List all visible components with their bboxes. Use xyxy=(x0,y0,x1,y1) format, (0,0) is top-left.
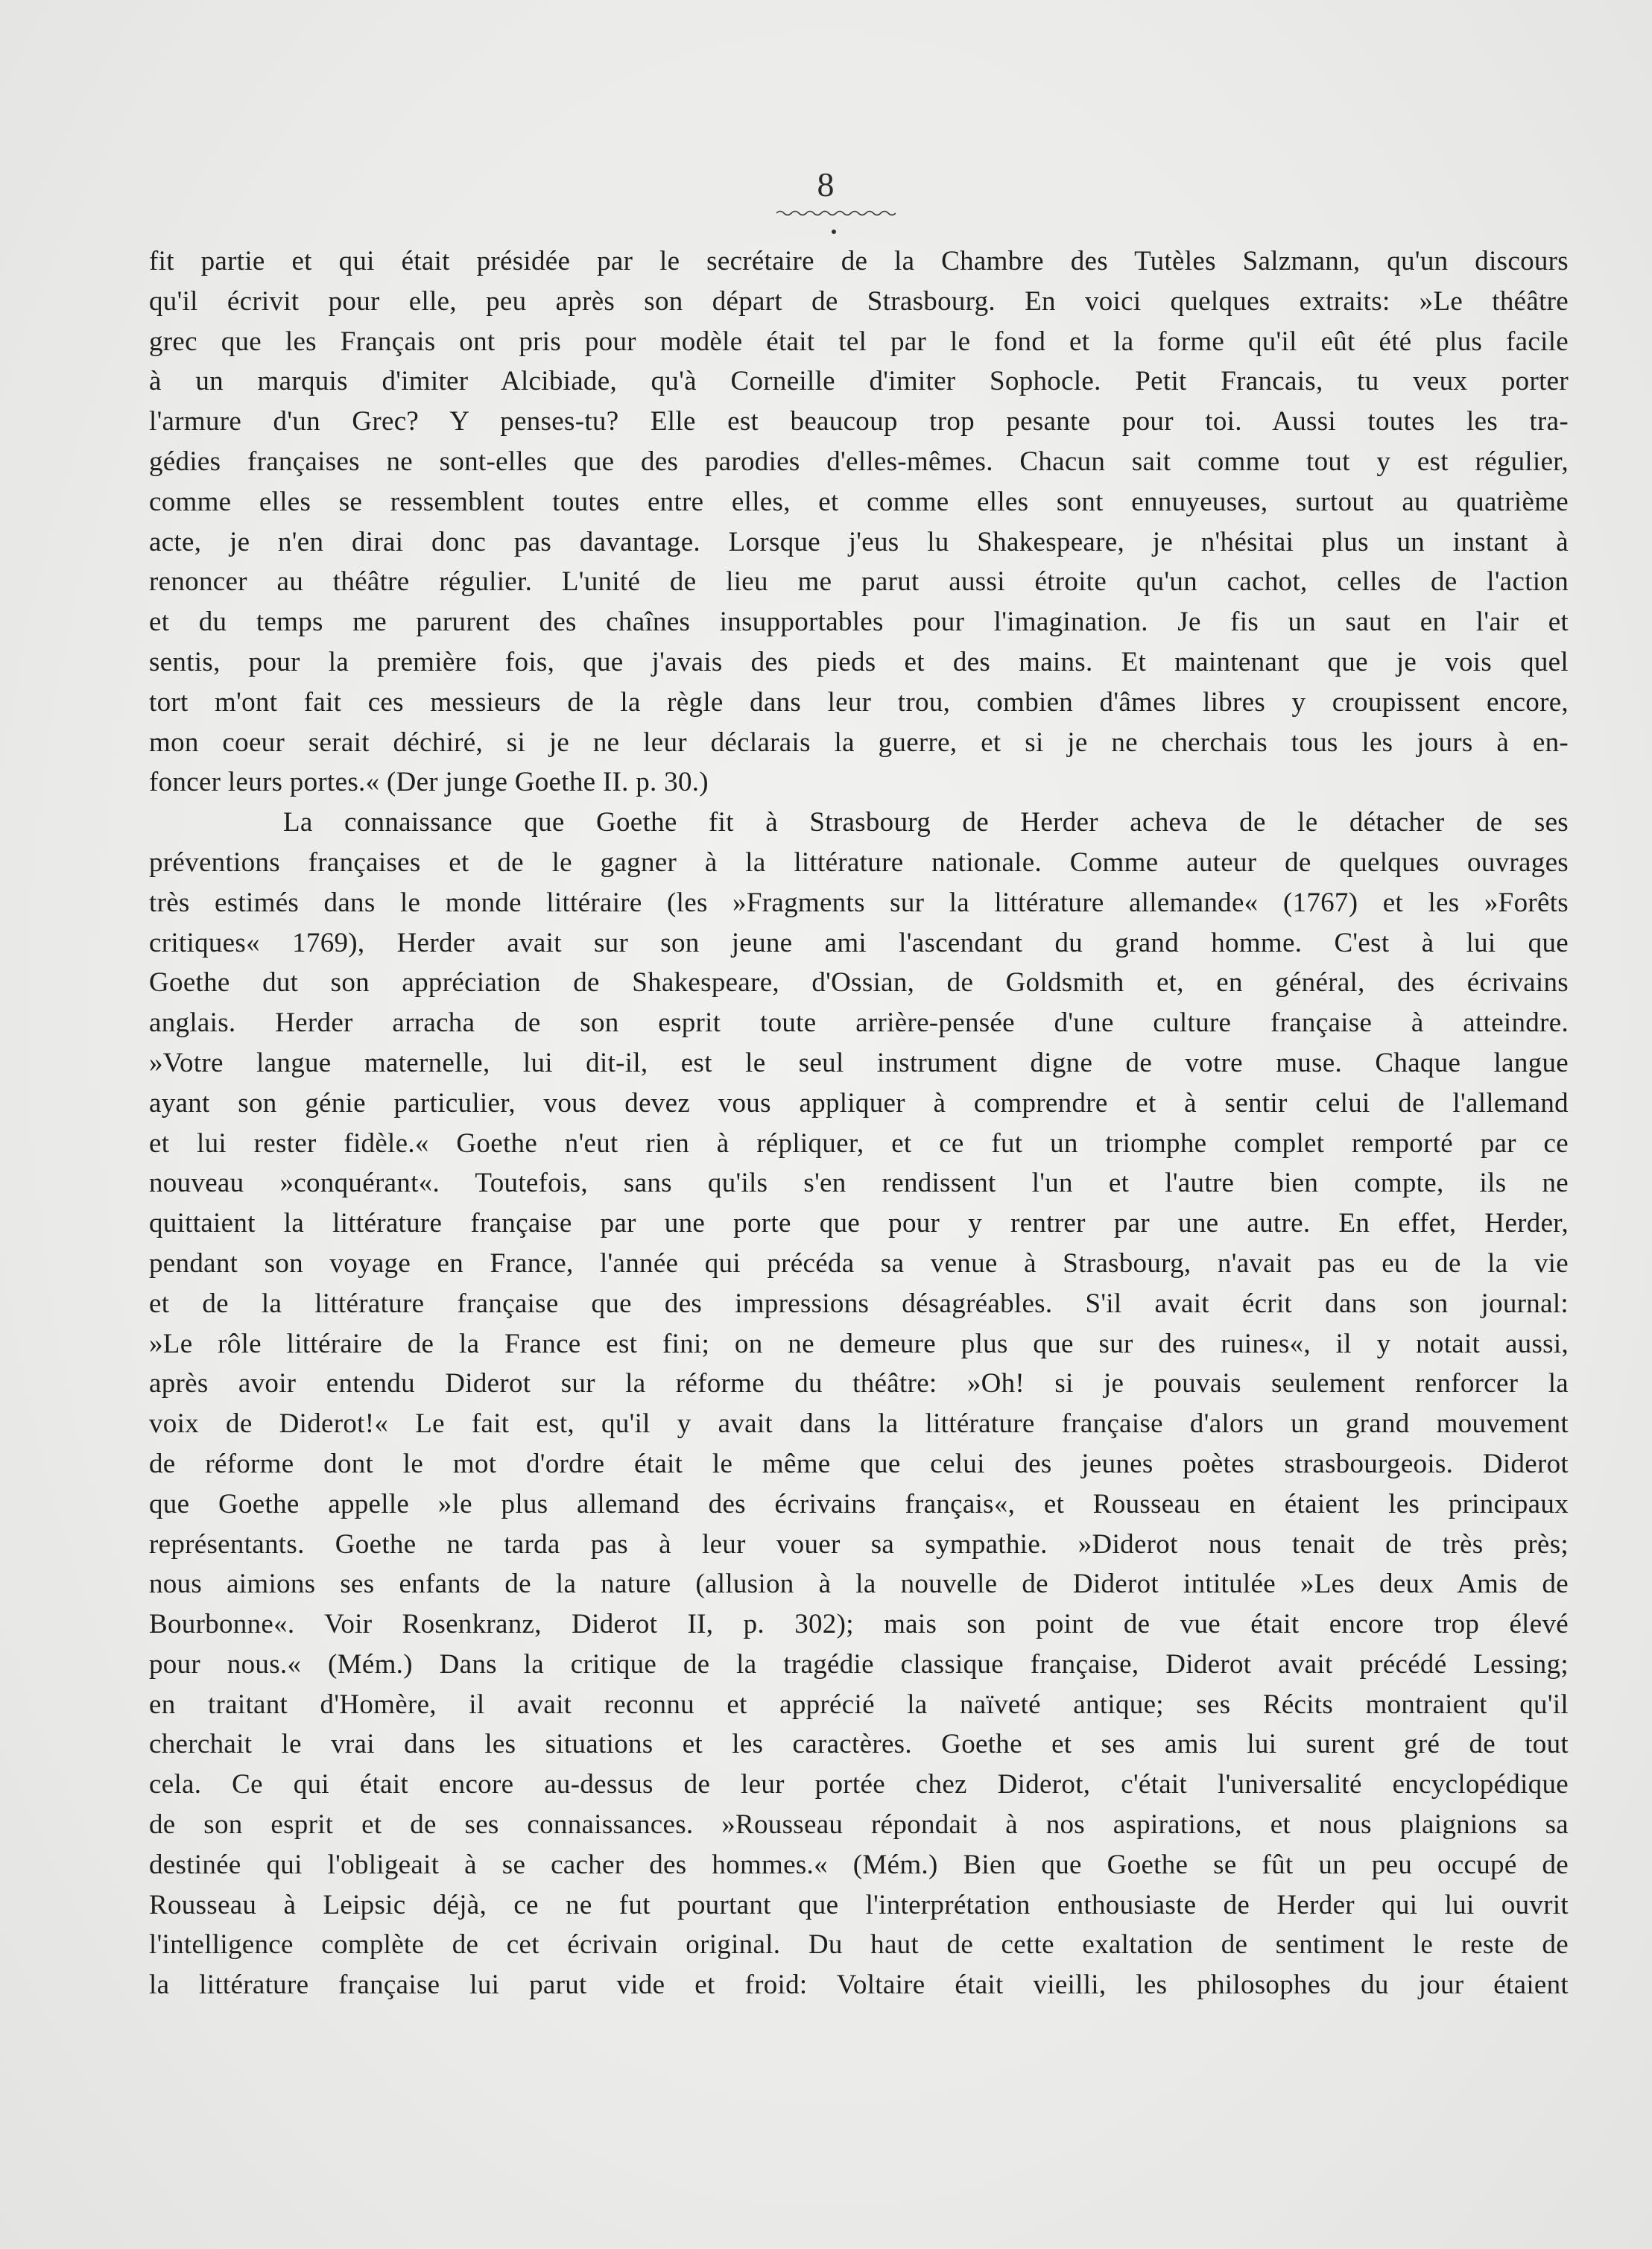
text-line: Goethe dut son appréciation de Shakespeare, d'Ossian, de Goldsmith et, en général, des écrivains xyxy=(149,967,1569,999)
text-line: La connaissance que Goethe fit à Strasbourg de Herder acheva de le détacher de ses xyxy=(283,807,1569,838)
text-line: critiques« 1769), Herder avait sur son jeune ami l'ascendant du grand homme. C'est à lui que xyxy=(149,927,1569,958)
text-line: après avoir entendu Diderot sur la réforme du théâtre: »Oh! si je pouvais seulement renforcer la xyxy=(149,1368,1569,1399)
text-line: nous aimions ses enfants de la nature (allusion à la nouvelle de Diderot intitulée »Les deux Amis de xyxy=(149,1569,1569,1600)
text-line: préventions françaises et de le gagner à la littérature nationale. Comme auteur de quelques ouvrages xyxy=(149,847,1569,878)
text-line: nouveau »conquérant«. Toutefois, sans qu'ils s'en rendissent l'un et l'autre bien compte, ils ne xyxy=(149,1168,1569,1199)
text-line: pendant son voyage en France, l'année qui précéda sa venue à Strasbourg, n'avait pas eu de la vie xyxy=(149,1247,1569,1279)
text-line: foncer leurs portes.« (Der junge Goethe II. p. 30.) xyxy=(149,767,709,798)
text-line: anglais. Herder arracha de son esprit toute arrière-pensée d'une culture française à atteindre. xyxy=(149,1008,1569,1039)
text-line: »Le rôle littéraire de la France est fini; on ne demeure plus que sur des ruines«, il y notait aussi, xyxy=(149,1328,1569,1359)
text-line: quittaient la littérature française par une porte que pour y rentrer par une autre. En effet, Herder, xyxy=(149,1208,1569,1239)
text-line: destinée qui l'obligeait à se cacher des hommes.« (Mém.) Bien que Goethe se fût un peu occupé de xyxy=(149,1849,1569,1880)
text-line: ayant son génie particulier, vous devez vous appliquer à comprendre et à sentir celui de l'allemand xyxy=(149,1087,1569,1119)
text-line: très estimés dans le monde littéraire (les »Fragments sur la littérature allemande« (1767) et les »Forêts xyxy=(149,887,1569,918)
text-line: renoncer au théâtre régulier. L'unité de lieu me parut aussi étroite qu'un cachot, celles de l'action xyxy=(149,566,1569,598)
text-line: de réforme dont le mot d'ordre était le même que celui des jeunes poètes strasbourgeois. Diderot xyxy=(149,1448,1569,1479)
text-line: comme elles se ressemblent toutes entre elles, et comme elles sont ennuyeuses, surtout au quatrième xyxy=(149,486,1569,517)
text-line: cela. Ce qui était encore au-dessus de leur portée chez Diderot, c'était l'universalité encyclopédique xyxy=(149,1769,1569,1800)
text-line: pour nous.« (Mém.) Dans la critique de la tragédie classique française, Diderot avait précédé Lessing; xyxy=(149,1648,1569,1680)
text-line: voix de Diderot!« Le fait est, qu'il y avait dans la littérature française d'alors un grand mouvement xyxy=(149,1408,1569,1440)
text-line: et lui rester fidèle.« Goethe n'eut rien à répliquer, et ce fut un triomphe complet remporté par ce xyxy=(149,1127,1569,1159)
text-line: Rousseau à Leipsic déjà, ce ne fut pourtant que l'interprétation enthousiaste de Herder qui lui ouvrit xyxy=(149,1889,1569,1920)
body-text xyxy=(149,241,1569,2005)
text-line: tort m'ont fait ces messieurs de la règle dans leur trou, combien d'âmes libres y croupissent encore, xyxy=(149,686,1569,718)
text-line: »Votre langue maternelle, lui dit-il, est le seul instrument digne de votre muse. Chaque langue xyxy=(149,1047,1569,1078)
text-line: en traitant d'Homère, il avait reconnu et apprécié la naïveté antique; ses Récits montraient qu'il xyxy=(149,1689,1569,1720)
text-line: acte, je n'en dirai donc pas davantage. Lorsque j'eus lu Shakespeare, je n'hésitai plus un instant à xyxy=(149,526,1569,557)
text-line: gédies françaises ne sont-elles que des parodies d'elles-mêmes. Chacun sait comme tout y est régulier, xyxy=(149,446,1569,477)
text-line: mon coeur serait déchiré, si je ne leur déclarais la guerre, et si je ne cherchais tous les jours à en- xyxy=(149,727,1569,758)
text-line: sentis, pour la première fois, que j'avais des pieds et des mains. Et maintenant que je vois quel xyxy=(149,646,1569,677)
page-number: 8 xyxy=(817,165,835,203)
text-line: l'intelligence complète de cet écrivain original. Du haut de cette exaltation de sentiment le reste de xyxy=(149,1929,1569,1961)
text-line: que Goethe appelle »le plus allemand des écrivains français«, et Rousseau en étaient les principaux xyxy=(149,1488,1569,1519)
text-line: à un marquis d'imiter Alcibiade, qu'à Corneille d'imiter Sophocle. Petit Francais, tu veux porter xyxy=(149,366,1569,397)
wavy-ornament-rule xyxy=(776,209,896,218)
text-line: la littérature française lui parut vide et froid: Voltaire était vieilli, les philosophes du jour étaient xyxy=(149,1970,1569,2001)
text-line: cherchait le vrai dans les situations et les caractères. Goethe et ses amis lui surent gré de tout xyxy=(149,1729,1569,1760)
text-line: grec que les Français ont pris pour modèle était tel par le fond et la forme qu'il eût été plus facile xyxy=(149,326,1569,357)
text-line: fit partie et qui était présidée par le secrétaire de la Chambre des Tutèles Salzmann, qu'un discours xyxy=(149,246,1569,276)
text-line: représentants. Goethe ne tarda pas à leur vouer sa sympathie. »Diderot nous tenait de très près; xyxy=(149,1528,1569,1560)
text-line: et de la littérature française que des impressions désagréables. S'il avait écrit dans son journal: xyxy=(149,1288,1569,1319)
print-speck xyxy=(832,230,836,234)
text-line: et du temps me parurent des chaînes insupportables pour l'imagination. Je fis un saut en l'air et xyxy=(149,607,1569,638)
text-line: de son esprit et de ses connaissances. »Rousseau répondait à nos aspirations, et nous plaignions sa xyxy=(149,1809,1569,1841)
text-line: qu'il écrivit pour elle, peu après son départ de Strasbourg. En voici quelques extraits: »Le théâtre xyxy=(149,285,1569,317)
text-line: l'armure d'un Grec? Y penses-tu? Elle est beaucoup trop pesante pour toi. Aussi toutes les tra- xyxy=(149,406,1569,437)
text-line: Bourbonne«. Voir Rosenkranz, Diderot II, p. 302); mais son point de vue était encore trop élevé xyxy=(149,1609,1569,1640)
